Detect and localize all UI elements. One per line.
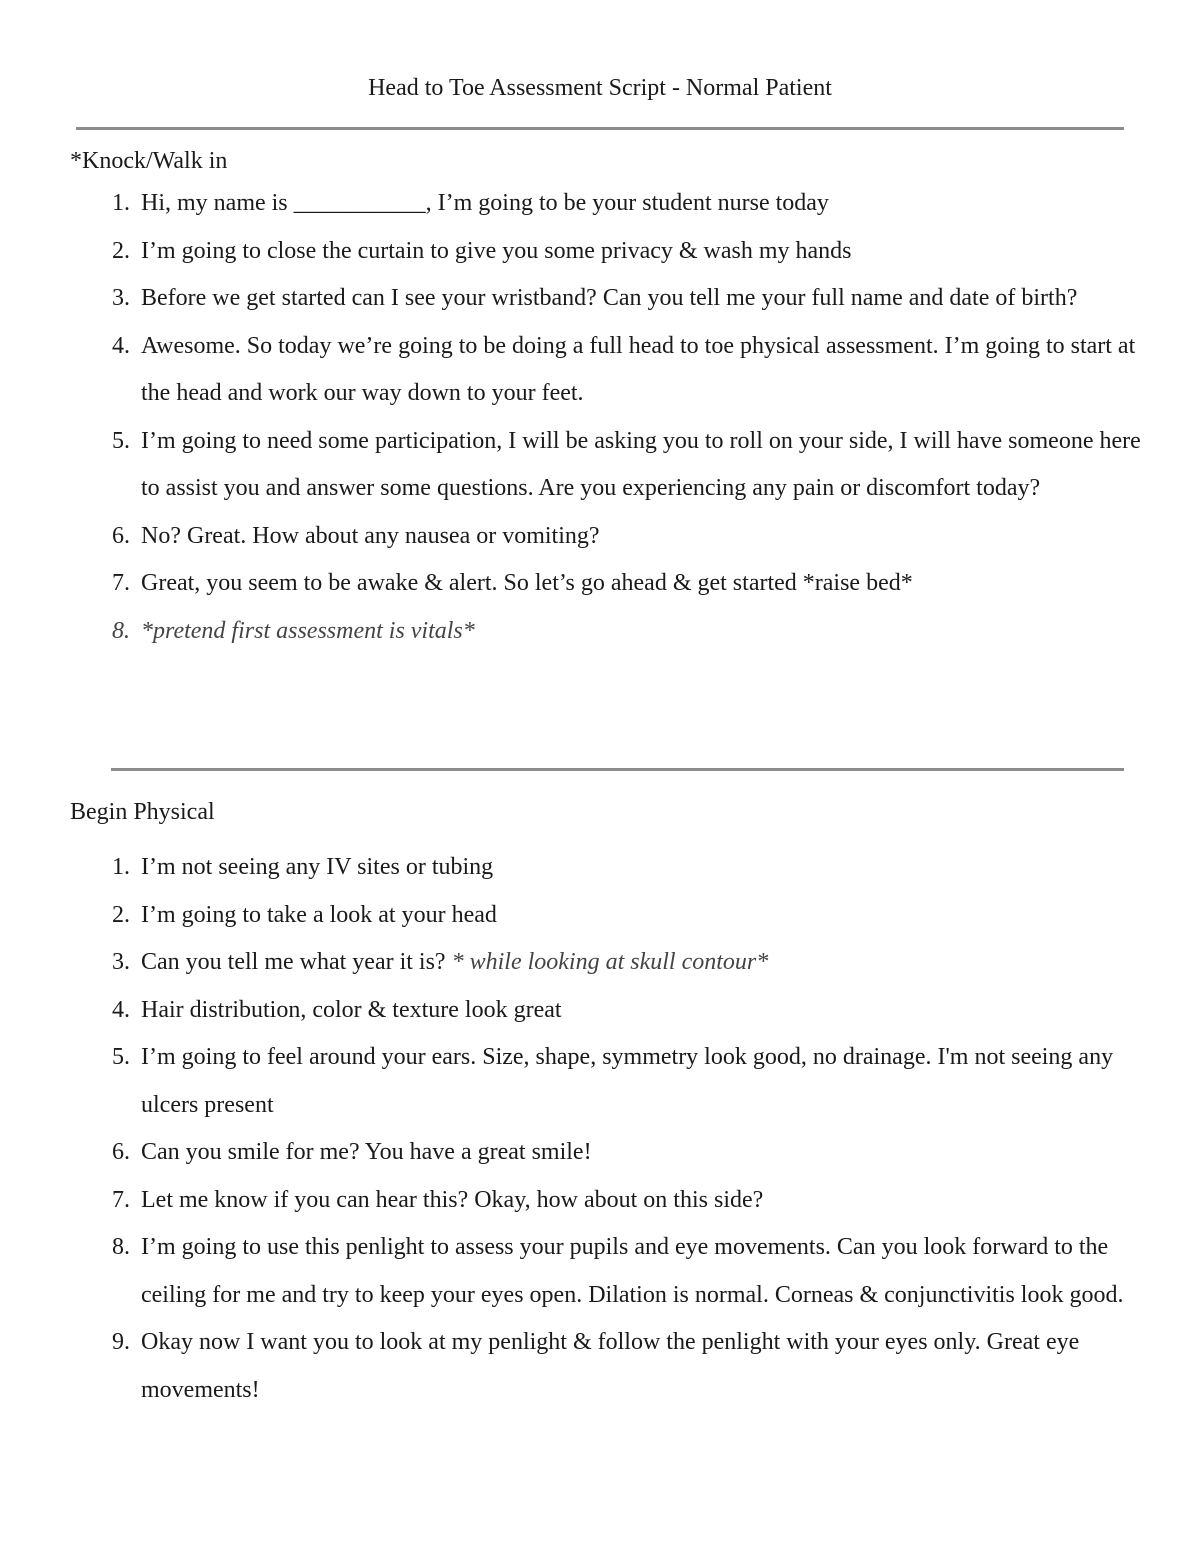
list-item-text: I’m going to need some participation, I will be asking you to roll on your side, I will have someone here to assist you and answer some questions. Are you experiencing any pain or discomfort today? <box>141 427 1141 501</box>
list-item <box>0 1177 1200 1225</box>
list-number: 4. <box>112 332 130 359</box>
list-item <box>0 323 1200 418</box>
divider-middle <box>111 768 1124 771</box>
list-number: 2. <box>112 901 130 928</box>
list-number: 6. <box>112 522 130 549</box>
list-item-text: *pretend first assessment is vitals* <box>141 617 475 644</box>
list-item <box>0 1034 1200 1129</box>
list-number: 7. <box>112 570 130 596</box>
list-item-text: I’m not seeing any IV sites or tubing <box>141 854 494 880</box>
list-item <box>0 939 1200 987</box>
numbered-list-intro <box>0 180 1200 655</box>
section-heading-begin-physical: Begin Physical <box>70 799 215 825</box>
numbered-list-physical <box>0 844 1200 1414</box>
list-item <box>0 560 1200 608</box>
list-item-text: Hair distribution, color & texture look great <box>141 996 562 1023</box>
list-number: 6. <box>112 1139 130 1165</box>
list-number: 8. <box>112 617 130 644</box>
list-item-text: Can you smile for me? You have a great smile! <box>141 1139 592 1165</box>
list-item <box>0 513 1200 561</box>
list-item <box>0 892 1200 940</box>
list-item <box>0 228 1200 276</box>
list-item-note <box>0 608 1200 656</box>
list-item-text: Awesome. So today we’re going to be doing a full head to toe physical assessment. I’m going to start at the head and work our way down to your feet. <box>141 332 1136 406</box>
list-number: 7. <box>112 1186 130 1213</box>
list-item-text: Hi, my name is ___________, I’m going to be your student nurse today <box>141 190 829 216</box>
list-item <box>0 1224 1200 1319</box>
list-item <box>0 1319 1200 1414</box>
list-item <box>0 418 1200 513</box>
list-number: 1. <box>112 190 130 216</box>
list-item <box>0 275 1200 323</box>
list-number: 8. <box>112 1234 130 1260</box>
list-number: 4. <box>112 996 130 1023</box>
list-item-text: I’m going to close the curtain to give you some privacy & wash my hands <box>141 237 852 264</box>
list-item <box>0 180 1200 228</box>
list-item-italic-note: * while looking at skull contour* <box>451 949 769 975</box>
list-item-text: Before we get started can I see your wristband? Can you tell me your full name and date of birth? <box>141 285 1078 311</box>
list-item-text: Let me know if you can hear this? Okay, how about on this side? <box>141 1186 764 1213</box>
list-number: 5. <box>112 427 130 454</box>
list-item <box>0 844 1200 892</box>
list-item-text: Can you tell me what year it is? <box>141 949 446 975</box>
list-number: 2. <box>112 237 130 264</box>
list-number: 5. <box>112 1044 130 1070</box>
divider-top <box>76 127 1124 130</box>
list-item-text: No? Great. How about any nausea or vomiting? <box>141 522 600 549</box>
list-item <box>0 1129 1200 1177</box>
list-item-text: Okay now I want you to look at my penlight & follow the penlight with your eyes only. Great eye movements! <box>141 1329 1080 1403</box>
section-heading-knock-walk-in: *Knock/Walk in <box>70 148 228 174</box>
list-number: 1. <box>112 854 130 880</box>
list-item <box>0 987 1200 1035</box>
list-item-text: I’m going to use this penlight to assess your pupils and eye movements. Can you look forward to the ceiling for me and try to keep your eyes open. Dilation is normal. Corneas & conjunctivitis look good. <box>141 1234 1124 1308</box>
list-item-text: I’m going to take a look at your head <box>141 901 497 928</box>
list-number: 9. <box>112 1329 130 1355</box>
list-item-text: Great, you seem to be awake & alert. So let’s go ahead & get started *raise bed* <box>141 570 913 596</box>
list-item-text-wrapper <box>141 939 1141 987</box>
page-title: Head to Toe Assessment Script - Normal Patient <box>368 75 832 101</box>
list-number: 3. <box>112 949 130 975</box>
list-number: 3. <box>112 285 130 311</box>
list-item-text: I’m going to feel around your ears. Size, shape, symmetry look good, no drainage. I'm not seeing any ulcers present <box>141 1044 1114 1118</box>
